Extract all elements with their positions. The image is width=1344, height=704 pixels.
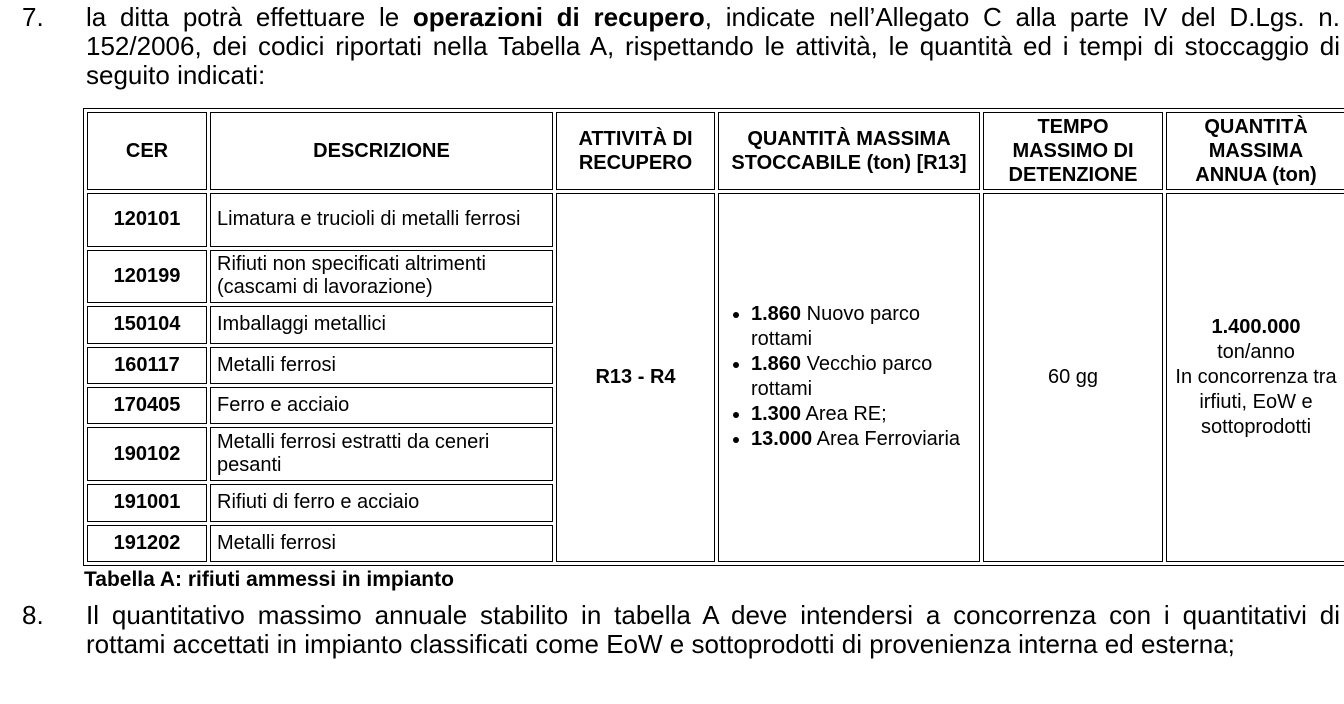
item-7-text: la ditta potrà effettuare le operazioni di recupero, indicate nell’Allegato C alla parte IV del D.Lgs. n. 152/2006, dei codici riportati nella Tabella A, rispettando le attività, le quantità ed i tempi di stoccaggio di seguito indicati:: [86, 2, 1340, 90]
cer-description: Metalli ferrosi: [210, 347, 553, 384]
table-caption: Tabella A: rifiuti ammessi in impianto: [84, 568, 454, 591]
recovery-activity: R13 - R4: [556, 193, 715, 562]
table-header-row: [87, 112, 1344, 190]
storage-item: • 1.860 Vecchio parco rottami: [751, 352, 973, 402]
cer-code: 120199: [87, 250, 207, 304]
cer-description: Metalli ferrosi estratti da ceneri pesanti: [210, 427, 553, 481]
cer-code: 191001: [87, 484, 207, 521]
table-row: [87, 193, 1344, 247]
annual-value: 1.400.000: [1211, 315, 1301, 338]
header-quantita-annua: QUANTITÀ MASSIMA ANNUA (ton): [1166, 112, 1344, 190]
storage-item: • 1.300 Area RE;: [751, 402, 973, 427]
header-attivita: ATTIVITÀ DI RECUPERO: [556, 112, 715, 190]
item-7-bold: operazioni di recupero: [412, 2, 705, 32]
storage-quantities: [718, 193, 980, 562]
max-annual-quantity: [1166, 193, 1344, 562]
cer-description: Rifiuti di ferro e acciaio: [210, 484, 553, 521]
cer-code: 160117: [87, 347, 207, 384]
cer-description: Imballaggi metallici: [210, 306, 553, 343]
max-holding-time: 60 gg: [983, 193, 1163, 562]
cer-code: 120101: [87, 193, 207, 247]
table-a: [83, 108, 1344, 566]
cer-code: 190102: [87, 427, 207, 481]
header-cer: CER: [87, 112, 207, 190]
item-8-text: Il quantitativo massimo annuale stabilito in tabella A deve intendersi a concorrenza con i quantitativi di rottami accettati in impianto classificati come EoW e sottoprodotti di provenienza interna ed esterna;: [86, 600, 1340, 659]
cer-description: Rifiuti non specificati altrimenti (cascami di lavorazione): [210, 250, 553, 304]
header-descrizione: DESCRIZIONE: [210, 112, 553, 190]
header-quantita-stoccabile: QUANTITÀ MASSIMA STOCCABILE (ton) [R13]: [718, 112, 980, 190]
cer-description: Metalli ferrosi: [210, 525, 553, 562]
item-7-number: 7.: [22, 2, 44, 32]
cer-description: Limatura e trucioli di metalli ferrosi: [210, 193, 553, 247]
cer-description: Ferro e acciaio: [210, 387, 553, 424]
annual-unit: ton/anno: [1217, 340, 1295, 363]
cer-code: 191202: [87, 525, 207, 562]
annual-note: In concorrenza tra irfiuti, EoW e sottoprodotti: [1175, 365, 1337, 438]
cer-code: 150104: [87, 306, 207, 343]
cer-code: 170405: [87, 387, 207, 424]
storage-item: • 1.860 Nuovo parco rottami: [751, 302, 973, 352]
item-8-number: 8.: [22, 600, 44, 630]
storage-item: • 13.000 Area Ferroviaria: [751, 427, 973, 452]
header-tempo: TEMPO MASSIMO DI DETENZIONE: [983, 112, 1163, 190]
